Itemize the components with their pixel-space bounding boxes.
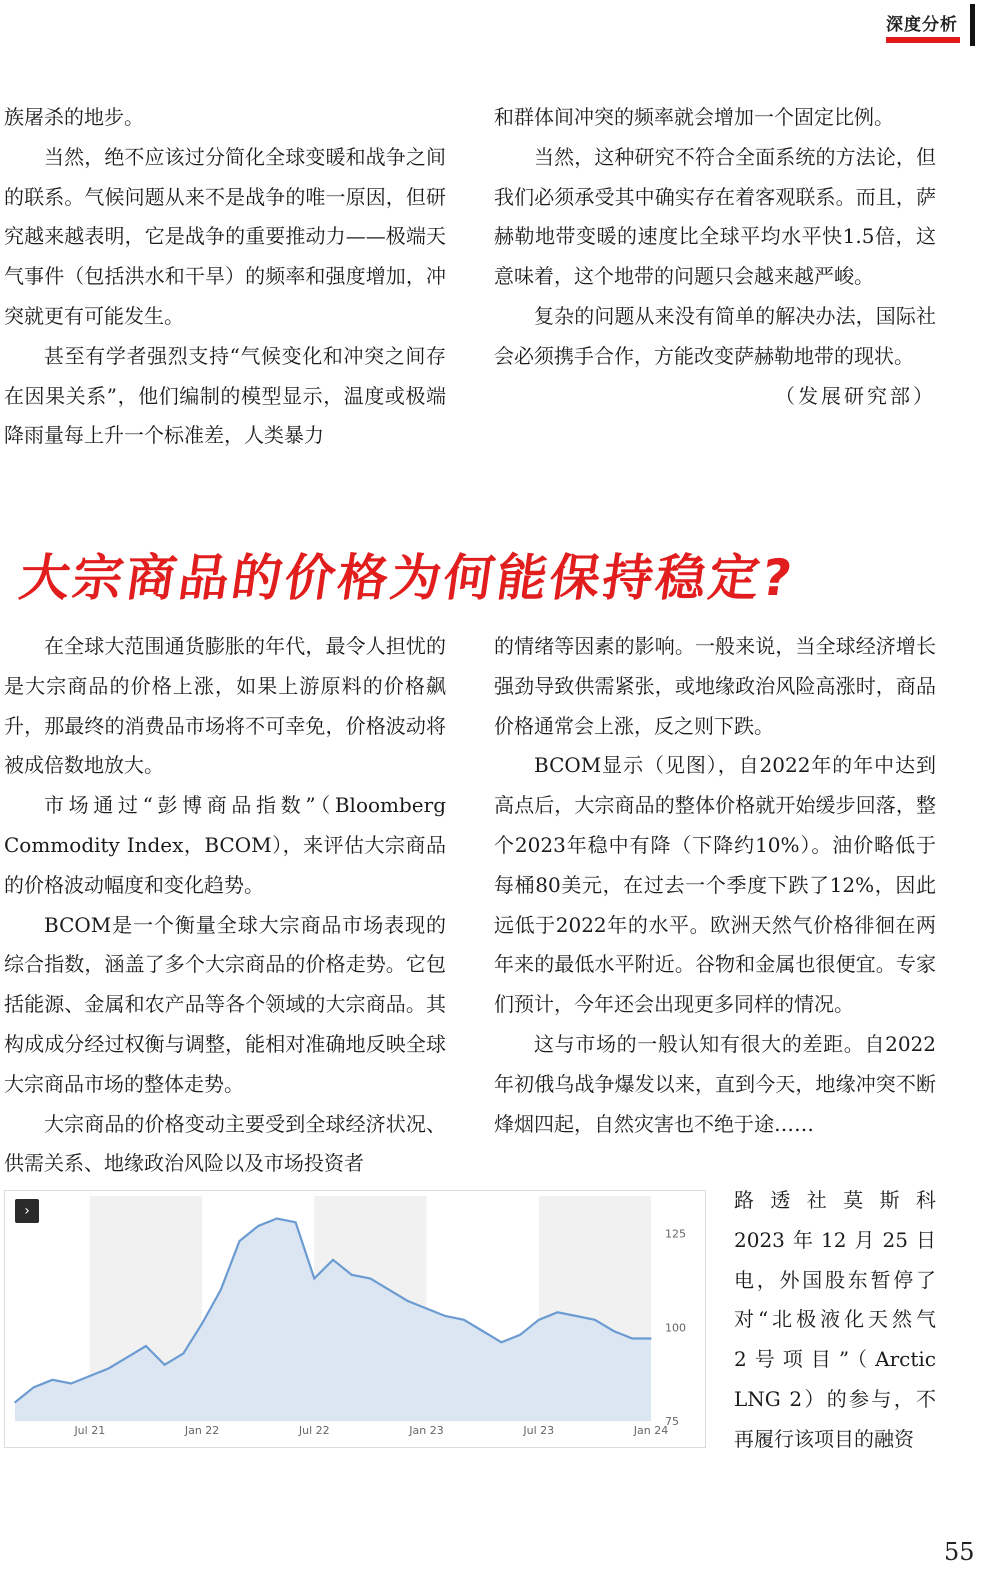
data-point [52, 1379, 54, 1381]
data-point [33, 1387, 35, 1389]
paragraph: 大宗商品的价格变动主要受到全球经济状况、供需关系、地缘政治风险以及市场投资者 [4, 1111, 446, 1176]
paragraph: 当然，这种研究不符合全面系统的方法论，但我们必须承受其中确实存在着客观联系。而且，萨赫勒地带变暖的速度比全球平均水平快1.5倍，这意味着，这个地带的问题只会越来越严峻。 [494, 144, 936, 289]
article-narrow-column [734, 1181, 936, 1460]
data-point [426, 1308, 428, 1310]
paragraph: BCOM是一个衡量全球大宗商品市场表现的综合指数，涵盖了多个大宗商品的价格走势。它包括能源、金属和农产品等各个领域的大宗商品。其构成成分经过权衡与调整，能相对准确地反映全球大宗商品市场的整体走势。 [4, 912, 446, 1096]
paragraph-text: 复杂的问题从来没有简单的解决办法，国际社会必须携手合作，方能改变萨赫勒地带的现状。 [494, 303, 936, 368]
text-line: LNG 2）的参与，不 [734, 1386, 936, 1411]
text-line: 2号项目”（Arctic [734, 1347, 936, 1372]
header-divider [970, 4, 975, 46]
x-tick-label: Jul 21 [74, 1424, 106, 1437]
data-point [295, 1222, 297, 1224]
paragraph: 市场通过“彭博商品指数”（Bloomberg Commodity Index，BCOM），来评估大宗商品的价格波动幅度和变化趋势。 [4, 793, 446, 897]
previous-article-right-column [494, 98, 936, 416]
data-point [145, 1345, 147, 1347]
text-line: 对“北极液化天然气 [734, 1307, 936, 1332]
data-point [501, 1342, 503, 1344]
article-left-column [4, 627, 446, 1184]
data-point [332, 1259, 334, 1261]
data-point [220, 1289, 222, 1291]
y-tick-label: 75 [665, 1415, 679, 1428]
data-point [314, 1278, 316, 1280]
previous-article-left-column [4, 98, 446, 456]
data-point [183, 1353, 185, 1355]
paragraph [494, 297, 936, 408]
byline: （发展研究部） [775, 383, 936, 408]
data-point [444, 1315, 446, 1317]
text-line: 路透社莫斯科 [734, 1188, 936, 1212]
article-title: 大宗商品的价格为何能保持稳定? [15, 549, 799, 607]
x-tick-label: Jul 23 [523, 1424, 555, 1437]
section-underline [886, 37, 960, 43]
text-line: 2023年12月25日 [734, 1227, 936, 1252]
section-tag: 深度分析 [886, 15, 958, 35]
data-point [575, 1315, 577, 1317]
paragraph: 在全球大范围通货膨胀的年代，最令人担忧的是大宗商品的价格上涨，如果上游原料的价格飙升，那最终的消费品市场将不可幸免，价格波动将被成倍数地放大。 [4, 634, 446, 778]
text-line: 电，外国股东暂停了 [734, 1267, 936, 1292]
data-point [89, 1375, 91, 1377]
paragraph: 族屠杀的地步。 [4, 105, 144, 129]
chart-expand-button[interactable]: › [15, 1199, 39, 1223]
data-point [201, 1323, 203, 1325]
text-line: 再履行该项目的融资 [734, 1426, 914, 1451]
page-number: 55 [944, 1538, 975, 1566]
paragraph: 这与市场的一般认知有很大的差距。自2022年初俄乌战争爆发以来，直到今天，地缘冲突不断烽烟四起，自然灾害也不绝于途…… [494, 1031, 936, 1136]
data-point [594, 1319, 596, 1321]
data-point [276, 1218, 278, 1220]
data-point [370, 1278, 372, 1280]
paragraph: BCOM显示（见图），自2022年的年中达到高点后，大宗商品的整体价格就开始缓步回落，整个2023年稳中有降（下降约10%）。油价略低于每桶80美元，在过去一个季度下跌了12%，因此远低于2022年的水平。欧洲天然气价格徘徊在两年来的最低水平附近。谷物和金属也很便宜。专家们预计，今年还会出现更多同样的情况。 [494, 753, 936, 1017]
chart-plot [5, 1191, 705, 1447]
y-tick-label: 125 [665, 1227, 686, 1241]
data-point [613, 1330, 615, 1332]
data-point [482, 1330, 484, 1332]
data-point [463, 1319, 465, 1321]
paragraph: 当然，绝不应该过分简化全球变暖和战争之间的联系。气候问题从来不是战争的唯一原因，但研究越来越表明，它是战争的重要推动力——极端天气事件（包括洪水和干旱）的频率和强度增加，冲突就更有可能发生。 [4, 144, 446, 328]
x-tick-label: Jul 22 [298, 1424, 330, 1437]
data-point [108, 1368, 110, 1370]
data-point [126, 1357, 128, 1359]
data-point [519, 1334, 521, 1336]
data-point [14, 1402, 16, 1404]
data-point [239, 1240, 241, 1242]
data-point [164, 1364, 166, 1366]
data-point [407, 1300, 409, 1302]
x-tick-label: Jan 22 [184, 1424, 220, 1437]
paragraph: 和群体间冲突的频率就会增加一个固定比例。 [494, 105, 894, 129]
data-point [632, 1338, 634, 1340]
data-point [557, 1312, 559, 1314]
paragraph: 的情绪等因素的影响。一般来说，当全球经济增长强劲导致供需紧张，或地缘政治风险高涨时，商品价格通常会上涨，反之则下跌。 [494, 634, 936, 738]
paragraph: 甚至有学者强烈支持“气候变化和冲突之间存在因果关系”，他们编制的模型显示，温度或极端降雨量每上升一个标准差，人类暴力 [4, 343, 446, 448]
data-point [70, 1383, 72, 1385]
data-point [257, 1225, 259, 1227]
x-tick-label: Jan 24 [633, 1424, 669, 1437]
data-point [650, 1338, 652, 1340]
data-point [388, 1289, 390, 1291]
x-tick-label: Jan 23 [409, 1424, 444, 1437]
data-point [538, 1319, 540, 1321]
bcom-chart [4, 1190, 706, 1448]
y-tick-label: 100 [665, 1321, 686, 1335]
article-right-column [494, 627, 936, 1144]
data-point [351, 1274, 353, 1276]
